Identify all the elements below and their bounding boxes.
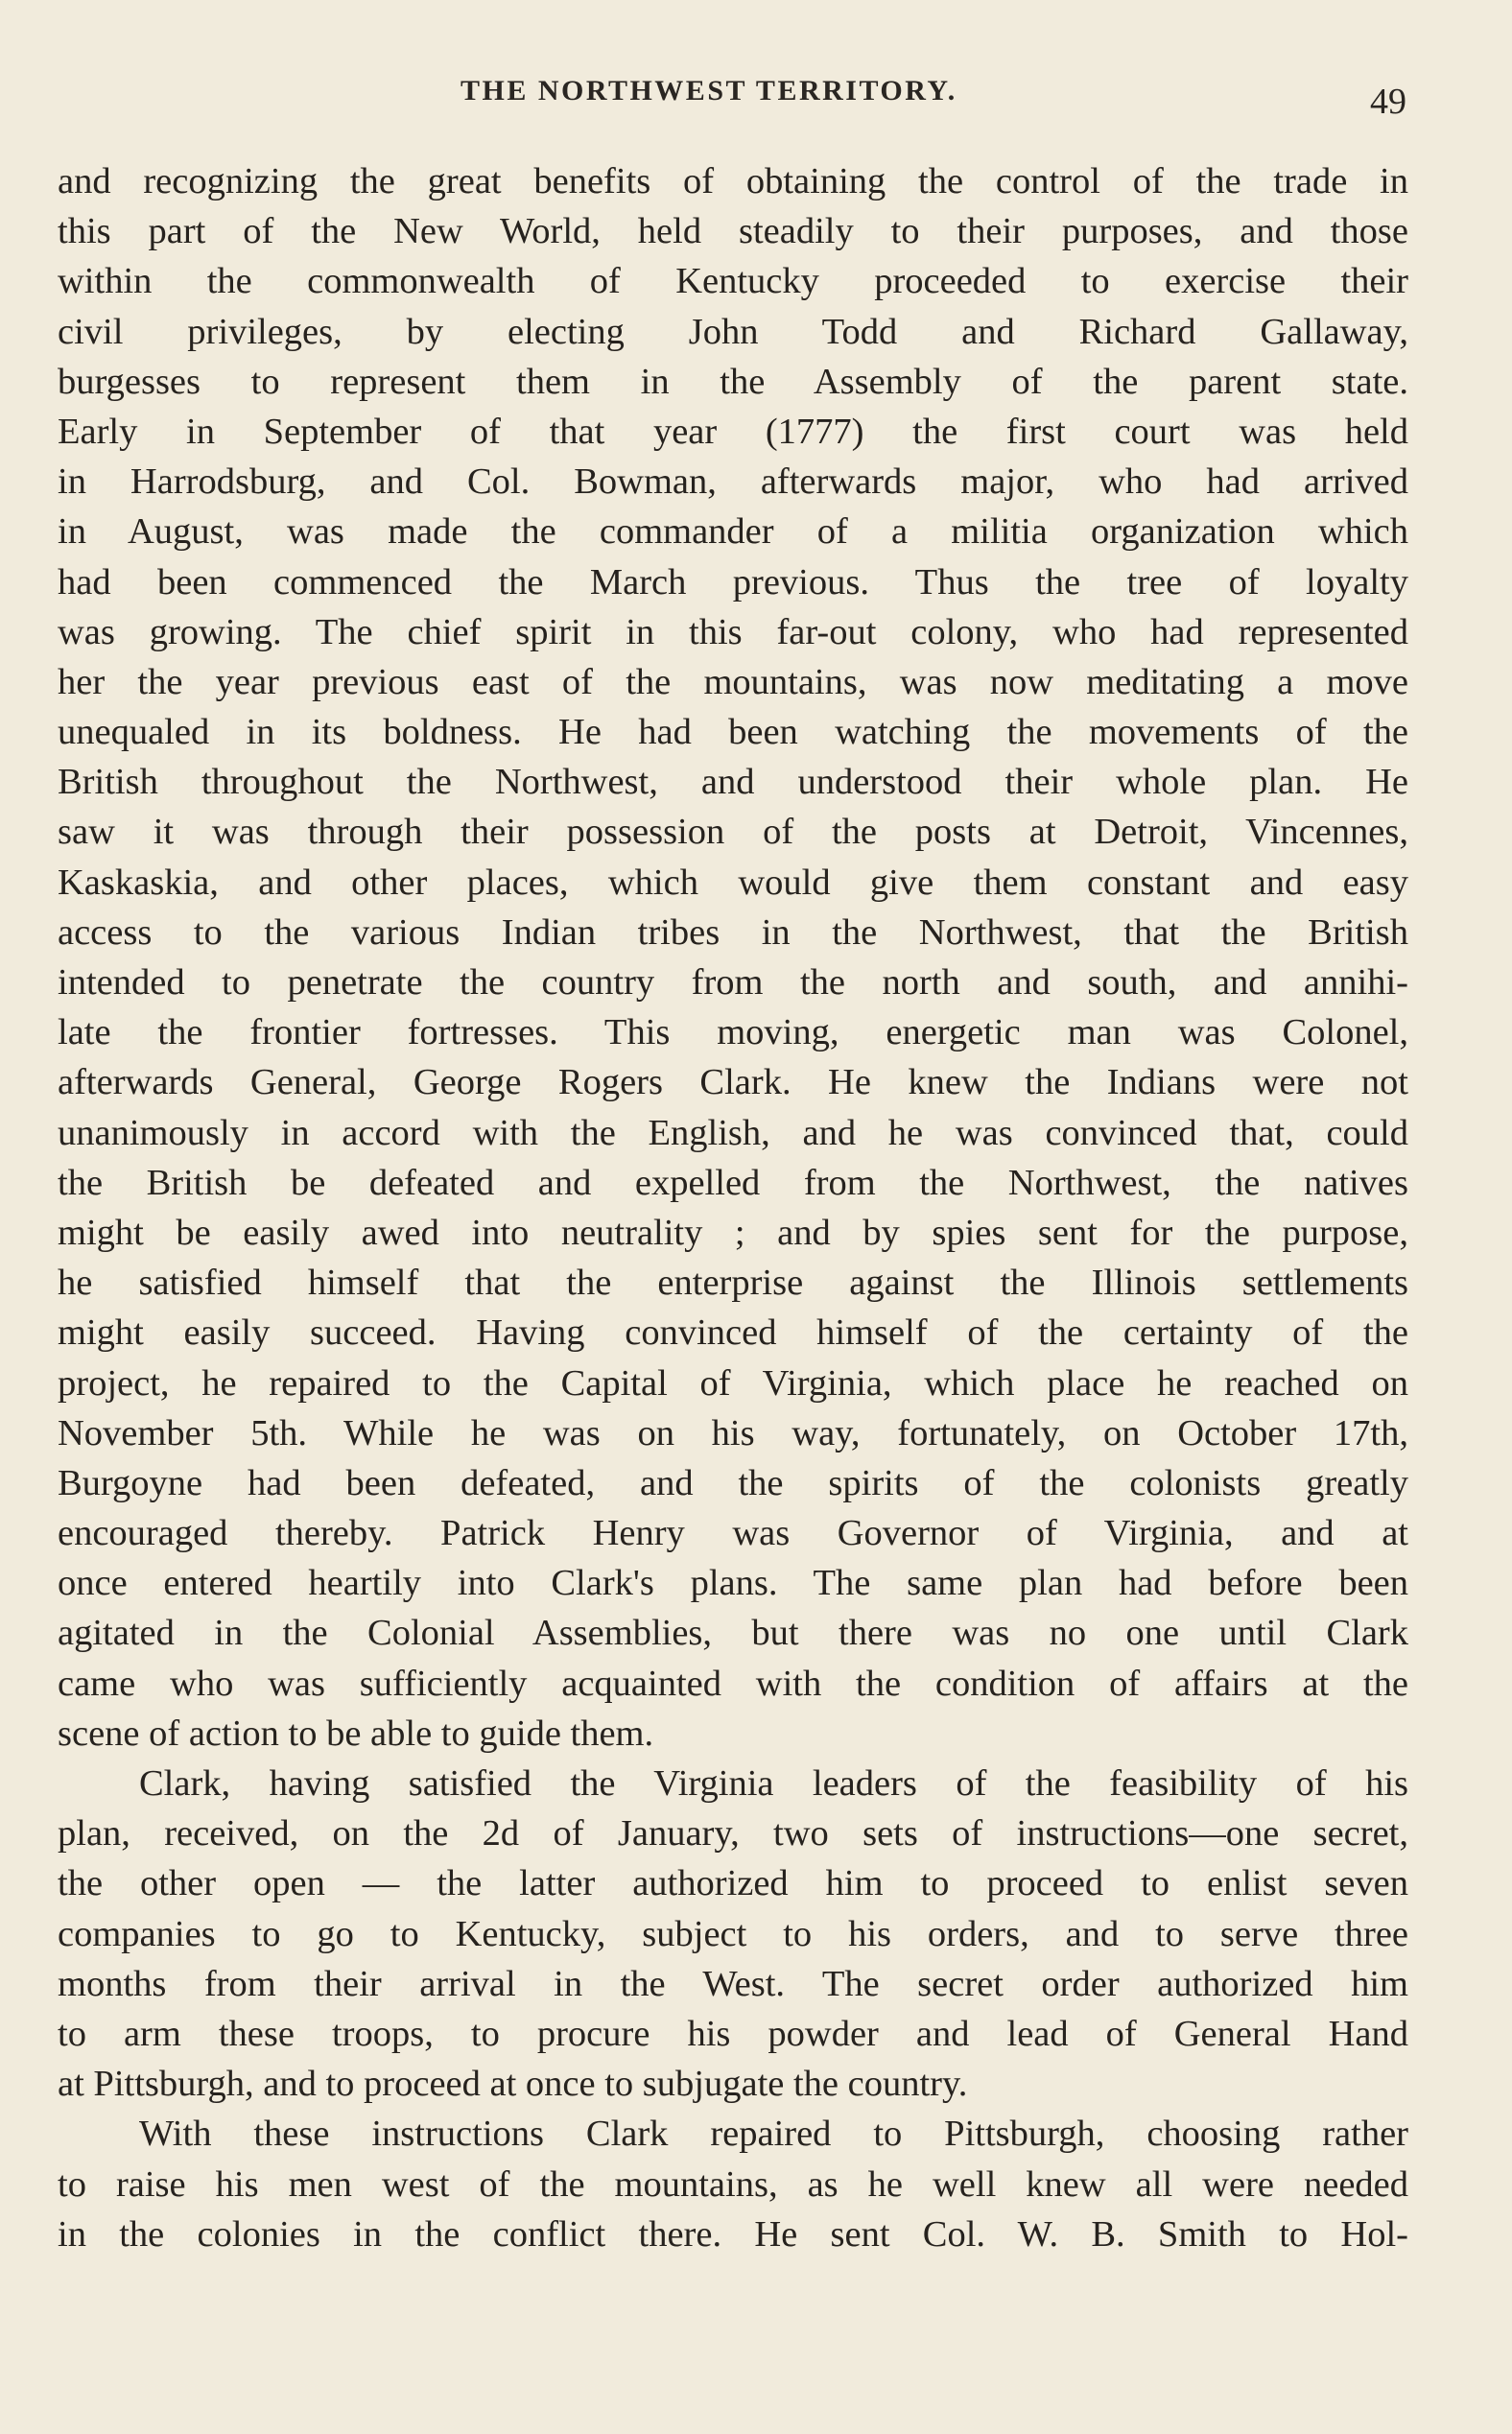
text-line: at Pittsburgh, and to proceed at once to subjugate the country.: [58, 2064, 968, 2105]
text-line: within the commonwealth of Kentucky proceeded to exercise their: [58, 261, 1408, 302]
text-line: the British be defeated and expelled from the Northwest, the natives: [58, 1162, 1408, 1203]
text-line: November 5th. While he was on his way, fortunately, on October 17th,: [58, 1412, 1408, 1453]
text-line: had been commenced the March previous. Thus the tree of loyalty: [58, 561, 1408, 603]
text-line: came who was sufficiently acquainted with the condition of affairs at the: [58, 1663, 1408, 1704]
body-text: [58, 156, 1408, 2259]
text-line: burgesses to represent them in the Assembly of the parent state.: [58, 361, 1408, 402]
text-line: this part of the New World, held steadily to their purposes, and those: [58, 211, 1408, 252]
page-number: 49: [1370, 82, 1406, 122]
text-line: late the frontier fortresses. This moving, energetic man was Colonel,: [58, 1012, 1408, 1053]
text-line: access to the various Indian tribes in the Northwest, that the British: [58, 911, 1408, 953]
running-header: [0, 75, 1512, 123]
text-line: plan, received, on the 2d of January, two sets of instructions—one secret,: [58, 1813, 1408, 1855]
text-line: Clark, having satisfied the Virginia leaders of the feasibility of his: [139, 1763, 1408, 1804]
text-line: Burgoyne had been defeated, and the spirits of the colonists greatly: [58, 1462, 1408, 1503]
text-line: might be easily awed into neutrality ; and by spies sent for the purpose,: [58, 1212, 1408, 1253]
text-line: her the year previous east of the mountains, was now meditating a move: [58, 661, 1408, 702]
text-line: project, he repaired to the Capital of Virginia, which place he reached on: [58, 1362, 1408, 1404]
text-line: to raise his men west of the mountains, as he well knew all were needed: [58, 2163, 1408, 2205]
text-line: civil privileges, by electing John Todd and Richard Gallaway,: [58, 311, 1408, 352]
text-line: Kaskaskia, and other places, which would give them constant and easy: [58, 862, 1408, 903]
text-line: scene of action to be able to guide them.: [58, 1713, 654, 1754]
text-line: once entered heartily into Clark's plans. The same plan had before been: [58, 1563, 1408, 1604]
text-line: agitated in the Colonial Assemblies, but there was no one until Clark: [58, 1613, 1408, 1654]
text-line: and recognizing the great benefits of obtaining the control of the trade in: [58, 161, 1408, 201]
text-line: in Harrodsburg, and Col. Bowman, afterwards major, who had arrived: [58, 461, 1408, 503]
text-line: encouraged thereby. Patrick Henry was Governor of Virginia, and at: [58, 1513, 1408, 1554]
text-line: might easily succeed. Having convinced himself of the certainty of the: [58, 1312, 1408, 1354]
text-line: British throughout the Northwest, and understood their whole plan. He: [58, 762, 1408, 803]
text-line: in the colonies in the conflict there. He sent Col. W. B. Smith to Hol-: [58, 2213, 1408, 2255]
text-line: months from their arrival in the West. The secret order authorized him: [58, 1963, 1408, 2004]
text-line: With these instructions Clark repaired to Pittsburgh, choosing rather: [139, 2114, 1408, 2155]
text-line: in August, was made the commander of a militia organization which: [58, 511, 1408, 553]
text-line: to arm these troops, to procure his powder and lead of General Hand: [58, 2013, 1408, 2054]
text-line: was growing. The chief spirit in this far-out colony, who had represented: [58, 611, 1408, 652]
text-line: the other open — the latter authorized him to proceed to enlist seven: [58, 1863, 1408, 1904]
text-line: unequaled in its boldness. He had been watching the movements of the: [58, 712, 1408, 753]
text-line: unanimously in accord with the English, and he was convinced that, could: [58, 1112, 1408, 1153]
text-line: he satisfied himself that the enterprise against the Illinois settlements: [58, 1263, 1408, 1304]
text-line: companies to go to Kentucky, subject to his orders, and to serve three: [58, 1913, 1408, 1954]
running-title: THE NORTHWEST TERRITORY.: [461, 75, 957, 106]
text-line: afterwards General, George Rogers Clark. He knew the Indians were not: [58, 1062, 1408, 1103]
text-line: Early in September of that year (1777) the first court was held: [58, 411, 1408, 452]
text-line: intended to penetrate the country from the north and south, and annihi-: [58, 962, 1408, 1003]
text-line: saw it was through their possession of the posts at Detroit, Vincennes,: [58, 812, 1408, 853]
